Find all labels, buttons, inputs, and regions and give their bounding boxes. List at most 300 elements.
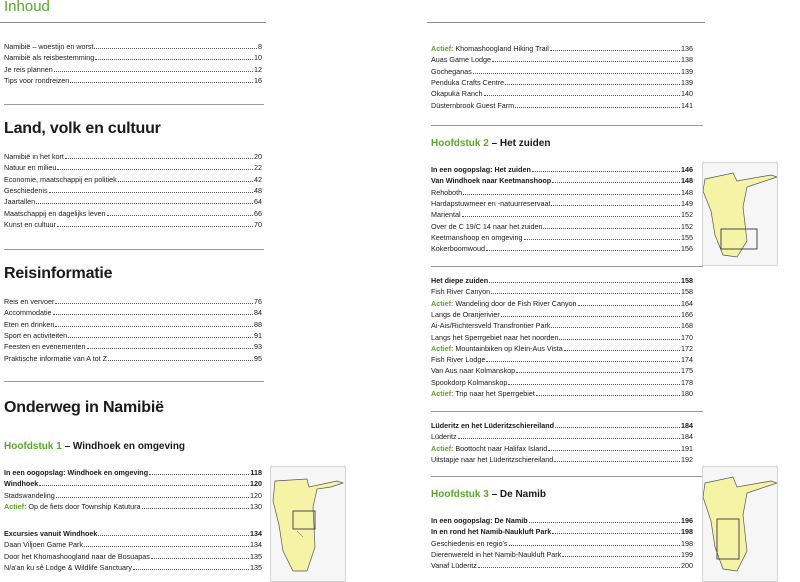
toc-entry-text: Sport en activiteiten <box>4 330 68 340</box>
page-number: 66 <box>254 208 262 218</box>
dot-leader <box>94 48 257 49</box>
toc-entry-text: Gocheganas <box>431 66 472 76</box>
toc-entry-title <box>431 320 550 331</box>
toc-entry-text: Namibië als reisbestemming <box>4 53 95 63</box>
title-rule-right <box>427 22 705 23</box>
toc-entry <box>431 560 693 571</box>
toc-entry-text: Geschiedenis <box>4 185 48 195</box>
dot-leader <box>54 71 253 72</box>
dot-leader <box>550 50 680 51</box>
toc-entry <box>4 551 262 562</box>
page-number: 48 <box>254 185 262 195</box>
dot-leader <box>68 337 253 338</box>
dot-leader <box>36 203 253 204</box>
toc-entry <box>431 320 693 331</box>
toc-entry-text: Namibië – woestijn en worst <box>4 42 94 51</box>
dot-leader <box>55 303 253 304</box>
toc-entry-text: Mariental <box>431 210 461 220</box>
toc-entry <box>4 174 262 185</box>
page-number: 156 <box>681 244 693 254</box>
toc-entry-title <box>4 41 93 52</box>
toc-entry-title <box>431 66 472 77</box>
toc-entry-text: Fish River Lodge <box>431 355 486 365</box>
divider <box>431 476 703 477</box>
page-number: 139 <box>681 77 693 87</box>
toc-entry-text: Kokerboomwoud <box>431 244 485 254</box>
toc-entry-text: Hardapstuwmeer en -natuurreservaat <box>431 198 551 208</box>
dot-leader <box>84 546 249 547</box>
toc-entry <box>431 298 693 309</box>
toc-entry <box>4 490 262 501</box>
divider <box>4 104 264 105</box>
toc-entry-title <box>4 501 141 512</box>
toc-entry-text: Economie, maatschappij en politiek <box>4 174 117 184</box>
toc-entry-title <box>4 490 55 501</box>
dot-leader <box>53 314 253 315</box>
page-number: 184 <box>681 421 693 430</box>
page-number: 146 <box>681 165 693 174</box>
toc-entry-title <box>431 221 542 232</box>
toc-entry <box>431 88 693 99</box>
toc-entry-text: Lüderitz <box>431 432 457 442</box>
toc-entry-text: Eten en drinken <box>4 319 55 329</box>
toc-entry-text: Kunst en cultuur <box>4 219 56 229</box>
toc-entry-title <box>431 332 558 343</box>
page-number: 88 <box>254 319 262 329</box>
map-windhoek <box>270 466 346 582</box>
toc-entry <box>431 388 693 399</box>
toc-entry-title <box>431 515 528 526</box>
page-number: 174 <box>681 355 693 365</box>
toc-entry-title <box>4 64 53 75</box>
toc-entry <box>4 296 262 307</box>
toc-entry <box>4 478 262 489</box>
chapter-heading-3 <box>431 489 546 500</box>
chapter-label: Hoofdstuk 3 <box>431 489 489 500</box>
dot-leader <box>564 350 680 351</box>
title-rule <box>0 22 266 23</box>
toc-entry-title <box>431 100 514 111</box>
toc-entry <box>431 515 693 526</box>
toc-entry-text: Geschiedenis en regio's <box>431 538 508 548</box>
toc-entry-text: Je reis plannen <box>4 64 53 74</box>
toc-entry <box>431 221 693 232</box>
dot-leader <box>562 556 680 557</box>
toc-entry <box>4 528 262 539</box>
toc-entry-title <box>431 443 547 454</box>
page-number: 42 <box>254 174 262 184</box>
dot-leader <box>57 169 253 170</box>
toc-entry-title <box>4 307 52 318</box>
toc-entry-text: Daan Viljoen Game Park <box>4 540 83 550</box>
dot-leader <box>55 326 253 327</box>
toc-entry-title <box>431 54 491 65</box>
page-number: 93 <box>254 342 262 352</box>
dot-leader <box>70 82 253 83</box>
toc-entry-text: Boottocht naar Halifax Island <box>453 443 548 453</box>
page-number: 16 <box>254 75 262 85</box>
toc-entry-title <box>431 431 457 442</box>
toc-entry-title <box>431 243 485 254</box>
page-number: 12 <box>254 64 262 74</box>
page-number: 199 <box>681 549 693 559</box>
toc-entry <box>431 243 693 254</box>
dot-leader <box>108 360 253 361</box>
chapter-title: – Het zuiden <box>491 138 551 149</box>
page-number: 91 <box>254 330 262 340</box>
divider <box>431 125 703 126</box>
page-number: 10 <box>254 53 262 63</box>
toc-entry <box>431 309 693 320</box>
toc-entry-text: In een oogopslag: Windhoek en omgeving <box>4 468 149 477</box>
toc-entry-text: Fish River Canyon <box>431 287 491 297</box>
page-number: 136 <box>681 44 693 53</box>
toc-entry-title <box>431 343 563 354</box>
toc-entry-title <box>431 286 490 297</box>
dot-leader <box>552 533 680 534</box>
page-number: 8 <box>258 42 262 51</box>
dot-leader <box>87 348 253 349</box>
toc-entry-text: Windhoek <box>4 479 39 489</box>
section-title-onderweg: Onderweg in Namibië <box>4 399 164 416</box>
actief-label: Actief: <box>431 443 454 453</box>
toc-entry <box>4 196 262 207</box>
toc-entry-title <box>4 208 106 219</box>
page-number: 184 <box>681 432 693 442</box>
page-number: 172 <box>681 343 693 353</box>
divider <box>4 249 264 250</box>
toc-entry-text: Van Aus naar Kolmanskop <box>431 366 516 376</box>
toc-entry-text: Khomashoogland Hiking Trail <box>453 44 549 53</box>
toc-entry-text: Okapuka Ranch <box>431 89 483 99</box>
dot-leader <box>149 474 249 475</box>
toc-entry-title <box>431 365 515 376</box>
dot-leader <box>478 567 680 568</box>
toc-entry-text: Auas Game Lodge <box>431 55 491 65</box>
toc-entry <box>4 208 262 219</box>
section-title-reis: Reisinformatie <box>4 265 113 282</box>
toc-entry-title <box>431 420 554 431</box>
page-number: 70 <box>254 219 262 229</box>
page-number: 130 <box>250 501 262 511</box>
toc-entry <box>431 286 693 297</box>
toc-entry <box>431 209 693 220</box>
actief-label: Actief: <box>431 298 454 308</box>
toc-entry-title <box>4 562 132 573</box>
toc-entry <box>4 501 262 512</box>
dot-leader <box>57 226 253 227</box>
dot-leader <box>554 461 680 462</box>
toc-entry-title <box>431 560 477 571</box>
toc-entry-text: In een oogopslag: Het zuiden <box>431 165 531 174</box>
dot-leader <box>578 305 680 306</box>
toc-entry-title <box>431 209 461 220</box>
toc-entry-title <box>4 296 54 307</box>
page-number: 140 <box>681 89 693 99</box>
dot-leader <box>486 361 680 362</box>
toc-entry-title <box>431 198 550 209</box>
toc-entry-title <box>4 196 35 207</box>
dot-leader <box>142 508 249 509</box>
chapter-label: Hoofdstuk 2 <box>431 138 489 149</box>
toc-entry-title <box>431 377 507 388</box>
toc-entry <box>431 549 693 560</box>
toc-entry <box>431 54 693 65</box>
toc-entry-text: Spookdorp Kolmanskop <box>431 377 508 387</box>
toc-entry <box>4 52 262 63</box>
toc-entry-text: Excursies vanuit Windhoek <box>4 529 98 538</box>
toc-entry-title <box>431 43 549 54</box>
page-number: 22 <box>254 163 262 173</box>
divider <box>4 381 264 382</box>
toc-entry <box>431 66 693 77</box>
toc-entry <box>4 162 262 173</box>
toc-entry <box>4 185 262 196</box>
dot-leader <box>486 250 680 251</box>
toc-entry-title <box>431 298 577 309</box>
page-number: 138 <box>681 55 693 65</box>
toc-entry-title <box>4 330 67 341</box>
dot-leader <box>39 485 249 486</box>
dot-leader <box>548 450 680 451</box>
toc-entry <box>431 454 693 465</box>
toc-entry <box>431 77 693 88</box>
toc-entry-title <box>4 539 83 550</box>
chapter-label: Hoofdstuk 1 <box>4 441 62 452</box>
page-number: 141 <box>681 100 693 110</box>
toc-entry-text: Reis en vervoer <box>4 297 55 306</box>
toc-entry <box>4 562 262 573</box>
page-number: 135 <box>250 562 262 572</box>
toc-entry <box>431 198 693 209</box>
dot-leader <box>49 192 253 193</box>
dot-leader <box>65 158 253 159</box>
toc-entry-title <box>431 388 535 399</box>
dot-leader <box>509 545 681 546</box>
page-number: 158 <box>681 276 693 285</box>
dot-leader <box>501 316 680 317</box>
page-number: 170 <box>681 332 693 342</box>
toc-entry-text: Van Windhoek naar Keetmanshoop <box>431 176 552 186</box>
toc-entry <box>4 539 262 550</box>
toc-entry <box>431 100 693 111</box>
dot-leader <box>491 293 680 294</box>
dot-leader <box>505 84 680 85</box>
dot-leader <box>552 182 680 183</box>
toc-entry-title <box>431 454 553 465</box>
toc-entry <box>431 365 693 376</box>
toc-entry-title <box>4 162 56 173</box>
page-number: 20 <box>254 152 262 161</box>
toc-entry-text: In en rond het Namib-Naukluft Park <box>431 527 552 537</box>
toc-entry-title <box>431 77 504 88</box>
toc-entry-text: Natuur en milieu <box>4 163 57 173</box>
page-number: 64 <box>254 197 262 207</box>
page-number: 191 <box>681 443 693 453</box>
toc-entry <box>431 343 693 354</box>
dot-leader <box>473 73 680 74</box>
toc-entry-text: In een oogopslag: De Namib <box>431 516 528 525</box>
toc-entry-text: Trip naar het Sperrgebiet <box>453 389 535 398</box>
page-number: 192 <box>681 454 693 464</box>
toc-entry-text: Langs het Sperrgebiet naar het noorden <box>431 332 559 342</box>
toc-entry-title <box>431 538 508 549</box>
toc-entry-text: Düsternbrook Guest Farm <box>431 100 515 110</box>
dot-leader <box>56 497 249 498</box>
toc-entry-text: Penduka Crafts Centre <box>431 77 505 87</box>
toc-entry-title <box>4 478 38 489</box>
toc-entry <box>431 275 693 286</box>
page-number: 178 <box>681 377 693 387</box>
dot-leader <box>118 181 253 182</box>
toc-entry <box>431 377 693 388</box>
toc-entry <box>431 443 693 454</box>
toc-entry <box>4 219 262 230</box>
toc-entry <box>431 420 693 431</box>
dot-leader <box>107 215 254 216</box>
page-number: 120 <box>250 490 262 500</box>
dot-leader <box>458 438 680 439</box>
toc-entry <box>4 64 262 75</box>
toc-entry-title <box>4 151 64 162</box>
toc-entry-text: Langs de Oranjerivier <box>431 309 500 319</box>
page-number: 95 <box>254 353 262 363</box>
page-number: 148 <box>681 176 693 186</box>
toc-entry-title <box>431 187 462 198</box>
page-number: 148 <box>681 187 693 197</box>
toc-entry-text: Over de C 19/C 14 naar het zuiden <box>431 221 543 231</box>
section-title-land: Land, volk en cultuur <box>4 120 161 137</box>
toc-entry <box>4 41 262 52</box>
toc-entry-title <box>431 526 551 537</box>
toc-entry-title <box>4 341 86 352</box>
toc-entry-title <box>431 309 500 320</box>
toc-entry <box>431 538 693 549</box>
toc-entry-title <box>4 174 117 185</box>
dot-leader <box>151 558 249 559</box>
page-number: 134 <box>250 529 262 538</box>
map-zuiden <box>702 162 778 266</box>
dot-leader <box>555 427 680 428</box>
toc-entry-title <box>4 353 107 364</box>
dot-leader <box>551 205 680 206</box>
toc-entry-title <box>4 551 150 562</box>
toc-entry-title <box>4 75 69 86</box>
toc-entry <box>431 187 693 198</box>
chapter-heading-2 <box>431 138 550 149</box>
toc-entry <box>4 341 262 352</box>
page-number: 152 <box>681 210 693 220</box>
toc-entry <box>4 75 262 86</box>
page-number: 152 <box>681 221 693 231</box>
actief-label: Actief: <box>431 44 454 53</box>
toc-entry-text: Rehoboth <box>431 187 463 197</box>
page-number: 120 <box>250 479 262 489</box>
toc-entry-text: Het diepe zuiden <box>431 276 489 285</box>
toc-entry-title <box>4 319 54 330</box>
toc-entry-text: Praktische informatie van A tot Z <box>4 353 108 363</box>
page-number: 149 <box>681 198 693 208</box>
chapter-heading-1 <box>4 441 185 452</box>
dot-leader <box>524 239 680 240</box>
dot-leader <box>489 282 680 283</box>
toc-entry <box>431 43 693 54</box>
page-number: 198 <box>681 538 693 548</box>
toc-entry-text: Ai-Ais/Richtersveld Transfrontier Park <box>431 321 551 331</box>
page-number: 196 <box>681 516 693 525</box>
dot-leader <box>559 339 680 340</box>
page-number: 158 <box>681 287 693 297</box>
toc-entry-title <box>4 52 94 63</box>
toc-entry-title <box>431 549 561 560</box>
toc-entry-text: Namibië in het kort <box>4 152 64 161</box>
toc-entry <box>4 151 262 162</box>
toc-entry <box>431 332 693 343</box>
page-number: 175 <box>681 366 693 376</box>
toc-entry-text: Dierenwereld in het Namib-Naukluft Park <box>431 549 562 559</box>
toc-entry-title <box>4 528 97 539</box>
actief-label: Actief: <box>4 501 27 511</box>
dot-leader <box>95 59 253 60</box>
chapter-title: – De Namib <box>491 489 547 500</box>
toc-entry-text: Mountainbiken op Klein-Aus Vista <box>453 343 563 353</box>
dot-leader <box>515 107 680 108</box>
toc-entry <box>431 354 693 365</box>
dot-leader <box>133 569 249 570</box>
toc-entry <box>431 175 693 186</box>
toc-entry-text: Accommodatie <box>4 308 52 318</box>
page-number: 135 <box>250 551 262 561</box>
page-number: 164 <box>681 298 693 308</box>
actief-label: Actief: <box>431 389 454 398</box>
dot-leader <box>543 228 680 229</box>
toc-entry-text: Vanaf Lüderitz <box>431 561 477 571</box>
toc-entry-title <box>431 354 485 365</box>
toc-entry-title <box>431 232 523 243</box>
toc-entry-text: N/a'an ku sê Lodge & Wildlife Sanctuary <box>4 562 133 572</box>
toc-entry-text: Stadswandeling <box>4 490 55 500</box>
toc-entry-title <box>431 88 483 99</box>
toc-entry-text: Jaartallen <box>4 197 36 207</box>
toc-entry-text: Uitstapje naar het Lüderitzschiereiland <box>431 454 554 464</box>
toc-entry <box>431 526 693 537</box>
toc-entry-text: Keetmanshoop en omgeving <box>431 232 523 242</box>
toc-entry-text: Op de fiets door Township Katutura <box>26 501 141 511</box>
page-title: Inhoud <box>4 0 50 15</box>
page-number: 84 <box>254 308 262 318</box>
toc-entry-title <box>4 219 56 230</box>
toc-entry-text: Door het Khomashoogland naar de Bosuapas <box>4 551 150 561</box>
page-number: 166 <box>681 309 693 319</box>
dot-leader <box>484 95 680 96</box>
divider <box>431 266 703 267</box>
page-number: 139 <box>681 66 693 76</box>
toc-entry <box>4 319 262 330</box>
dot-leader <box>462 216 680 217</box>
toc-entry-title <box>4 467 148 478</box>
toc-entry <box>431 431 693 442</box>
toc-entry <box>4 307 262 318</box>
toc-entry-text: Feesten en evenementen <box>4 342 86 352</box>
toc-entry <box>4 330 262 341</box>
toc-entry-text: Lüderitz en het Lüderitzschiereiland <box>431 421 555 430</box>
toc-entry <box>4 467 262 478</box>
dot-leader <box>516 372 680 373</box>
toc-entry-text: Wandeling door de Fish River Canyon <box>453 298 577 308</box>
toc-entry-title <box>4 185 48 196</box>
dot-leader <box>529 522 680 523</box>
dot-leader <box>463 194 680 195</box>
